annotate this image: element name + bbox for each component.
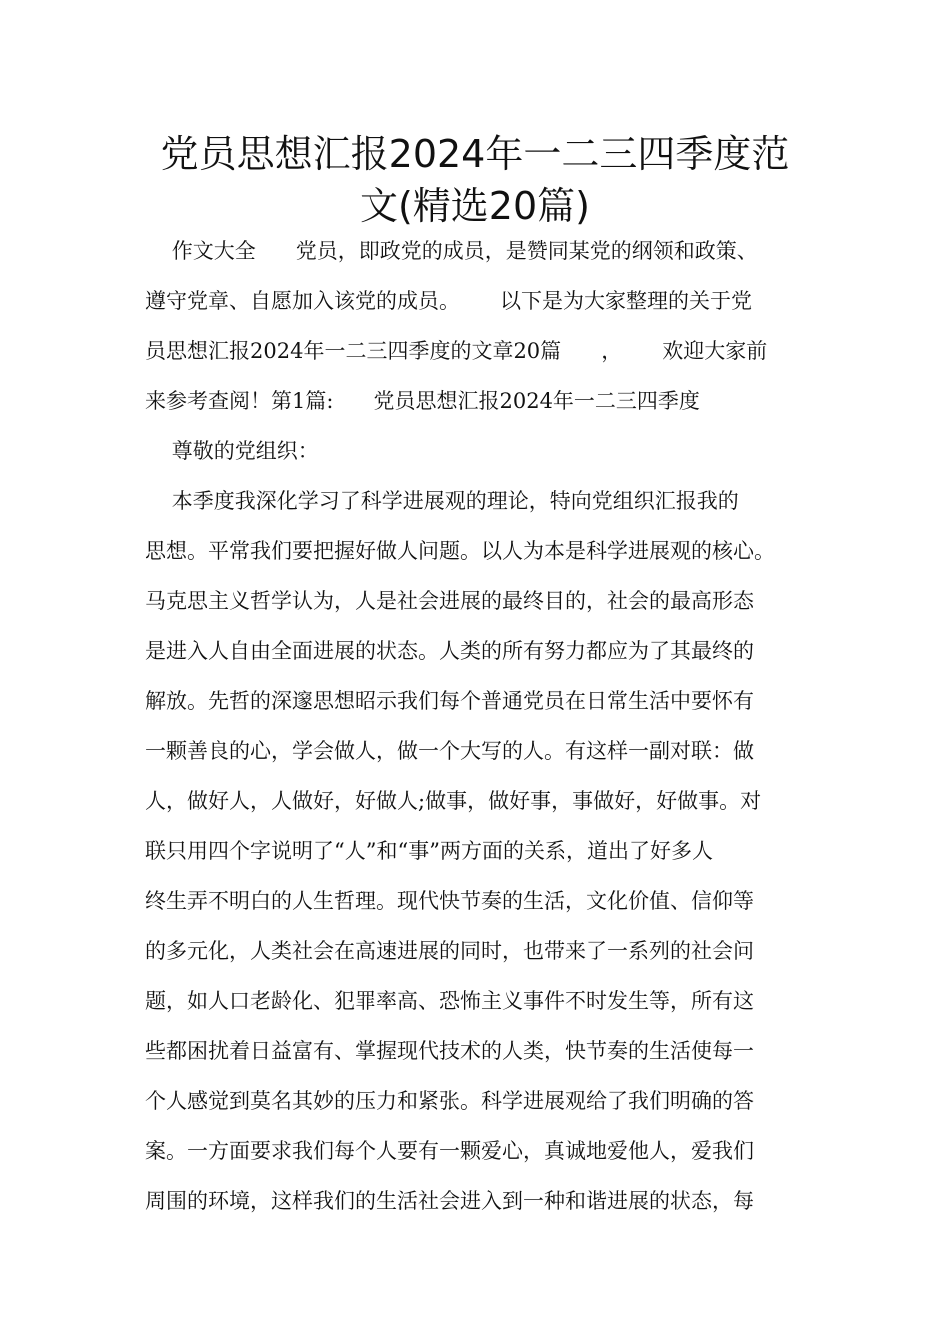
body-text-line: 人，做好人，人做好，好做人;做事，做好事，事做好，好做事。对 xyxy=(145,789,762,813)
body-text-line: 员思想汇报2024年一二三四季度的文章20篇 ， 欢迎大家前 xyxy=(145,339,768,363)
title-line-1: 党员思想汇报2024年一二三四季度范 xyxy=(160,132,790,176)
document-title xyxy=(100,128,850,232)
body-text-line: 解放。先哲的深邃思想昭示我们每个普通党员在日常生活中要怀有 xyxy=(145,689,754,713)
title-line-2: 文(精选20篇) xyxy=(359,184,590,228)
body-text-line: 作文大全 党员，即政党的成员，是赞同某党的纲领和政策、 xyxy=(145,239,758,263)
body-text-line: 尊敬的党组织： xyxy=(145,439,319,463)
body-text-line: 案。一方面要求我们每个人要有一颗爱心，真诚地爱他人，爱我们 xyxy=(145,1139,754,1163)
body-text-line: 联只用四个字说明了“人”和“事”两方面的关系，道出了好多人 xyxy=(145,839,713,863)
body-text-line: 周围的环境，这样我们的生活社会进入到一种和谐进展的状态，每 xyxy=(145,1189,754,1213)
body-text-line: 一颗善良的心，学会做人，做一个大写的人。有这样一副对联：做 xyxy=(145,739,754,763)
body-text-line: 来参考查阅！第1篇: 党员思想汇报2024年一二三四季度 xyxy=(145,389,700,413)
body-text-line: 些都困扰着日益富有、掌握现代技术的人类，快节奏的生活使每一 xyxy=(145,1039,754,1063)
body-text-line: 个人感觉到莫名其妙的压力和紧张。科学进展观给了我们明确的答 xyxy=(145,1089,754,1113)
body-text-line: 题，如人口老龄化、犯罪率高、恐怖主义事件不时发生等，所有这 xyxy=(145,989,754,1013)
body-text-line: 本季度我深化学习了科学进展观的理论，特向党组织汇报我的 xyxy=(145,489,739,513)
body-text-line: 思想。平常我们要把握好做人问题。以人为本是科学进展观的核心。 xyxy=(145,539,775,563)
body-text-line: 马克思主义哲学认为，人是社会进展的最终目的，社会的最高形态 xyxy=(145,589,754,613)
body-text-line: 的多元化，人类社会在高速进展的同时，也带来了一系列的社会问 xyxy=(145,939,754,963)
body-text-line: 终生弄不明白的人生哲理。现代快节奏的生活，文化价值、信仰等 xyxy=(145,889,754,913)
body-text-line: 遵守党章、自愿加入该党的成员。 以下是为大家整理的关于党 xyxy=(145,289,753,313)
body-text-line: 是进入人自由全面进展的状态。人类的所有努力都应为了其最终的 xyxy=(145,639,754,663)
